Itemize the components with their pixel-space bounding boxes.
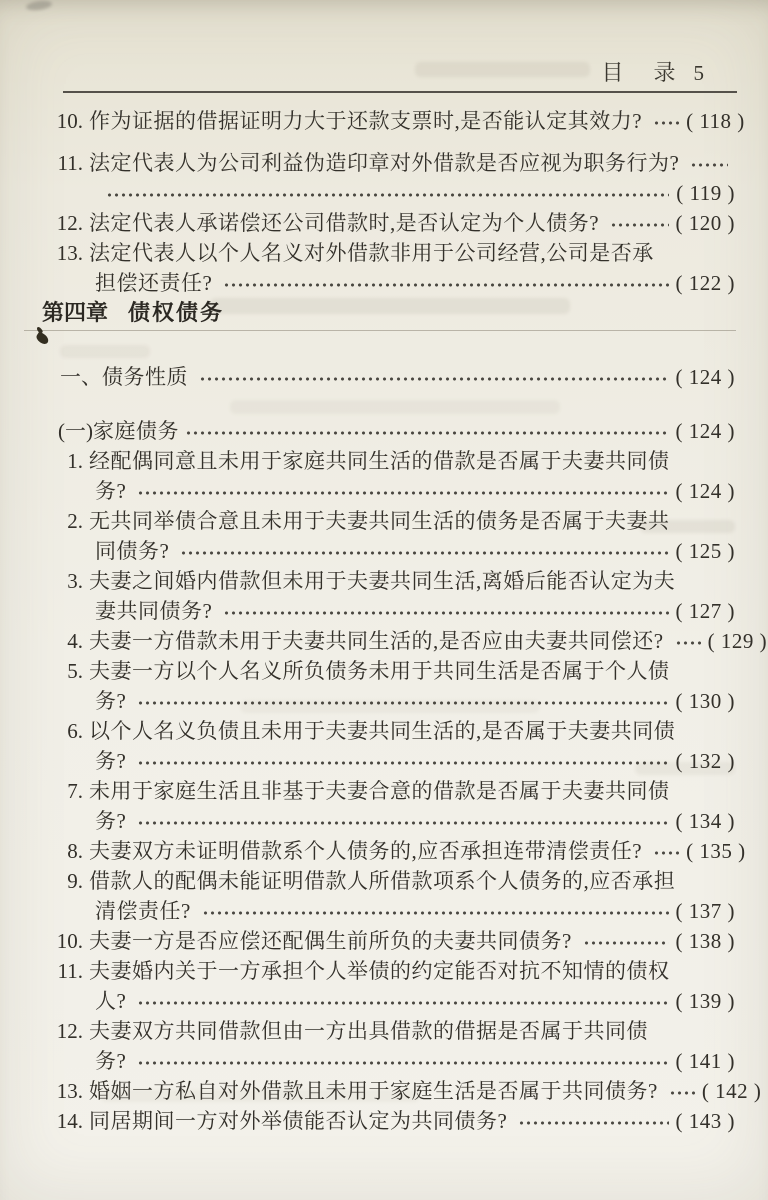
toc-entry-label: 11. xyxy=(57,151,83,175)
toc-entry-continuation-line xyxy=(55,806,735,836)
toc-entry-line xyxy=(55,1076,762,1106)
toc-page-number: ( 132 ) xyxy=(675,749,735,773)
toc-entry-label: 14. xyxy=(56,1109,83,1133)
ink-mark-artifact xyxy=(35,331,51,346)
toc-entry-text: 妻共同债务? xyxy=(95,599,213,623)
toc-entry xyxy=(60,362,735,392)
toc-entry-label: 2. xyxy=(67,509,83,533)
toc-entry-label: 8. xyxy=(67,839,83,863)
dotted-leader xyxy=(669,1076,695,1106)
toc-entry-text: 夫妻一方以个人名义所负债务未用于共同生活是否属于个人债 xyxy=(89,659,670,683)
toc-entry-line xyxy=(55,208,735,238)
header-rule xyxy=(63,91,737,93)
toc-entry-text: 夫妻一方借款未用于夫妻共同生活的,是否应由夫妻共同偿还? xyxy=(89,629,664,653)
header-title-char: 录 xyxy=(653,60,676,85)
toc-entry-text: 担偿还责任? xyxy=(95,271,213,295)
toc-entry-line xyxy=(55,446,735,476)
toc-page-number: ( 141 ) xyxy=(675,1049,735,1073)
toc-page-number: ( 124 ) xyxy=(675,419,735,443)
toc-entry-continuation-line xyxy=(55,268,735,298)
toc-page-number: ( 130 ) xyxy=(675,689,735,713)
dotted-leader xyxy=(653,836,679,866)
toc-entry-label: 3. xyxy=(67,569,83,593)
toc-entry-text: 务? xyxy=(95,479,127,503)
toc-entry-line xyxy=(55,836,746,866)
dotted-leader xyxy=(583,926,669,956)
toc-entry xyxy=(55,446,735,506)
toc-entry-text: 法定代表人以个人名义对外借款非用于公司经营,公司是否承 xyxy=(89,241,654,265)
toc-entry xyxy=(55,956,735,1016)
toc-page-number: ( 135 ) xyxy=(686,839,746,863)
toc-entry xyxy=(55,506,735,566)
toc-list xyxy=(42,106,768,1136)
dotted-leader xyxy=(180,536,668,566)
toc-entry xyxy=(55,1106,735,1136)
toc-page-number: ( 137 ) xyxy=(675,899,735,923)
toc-entry xyxy=(55,106,745,136)
toc-entry-text: 未用于家庭生活且非基于夫妻合意的借款是否属于夫妻共同债 xyxy=(89,779,670,803)
toc-entry-line xyxy=(60,362,735,392)
dotted-leader xyxy=(185,416,669,446)
toc-entry-text: 以个人名义负债且未用于夫妻共同生活的,是否属于夫妻共同债 xyxy=(89,719,676,743)
toc-entry-text: 法定代表人为公司利益伪造印章对外借款是否应视为职务行为? xyxy=(89,151,680,175)
toc-entry-label: 13. xyxy=(56,1079,83,1103)
toc-entry-label: 12. xyxy=(56,211,83,235)
toc-entry-text: 务? xyxy=(95,809,127,833)
toc-entry xyxy=(55,1016,735,1076)
toc-entry-line xyxy=(55,238,735,268)
dotted-leader xyxy=(137,1046,668,1076)
toc-page-number: ( 138 ) xyxy=(675,929,735,953)
toc-entry xyxy=(55,776,735,836)
toc-page-number: ( 129 ) xyxy=(707,629,768,653)
toc-entry-text: 夫妻之间婚内借款但未用于夫妻共同生活,离婚后能否认定为夫 xyxy=(89,569,676,593)
toc-page-number: ( 120 ) xyxy=(675,211,735,235)
dotted-leader xyxy=(675,626,701,656)
dotted-leader xyxy=(137,986,668,1016)
toc-entry-line xyxy=(55,106,745,136)
toc-entry-continuation-line xyxy=(55,596,735,626)
toc-entry-label: (一) xyxy=(58,419,93,443)
toc-entry-continuation-line xyxy=(55,1046,735,1076)
toc-entry-text: 家庭债务 xyxy=(93,419,179,443)
toc-entry-line xyxy=(58,416,735,446)
toc-entry-text: 务? xyxy=(95,749,127,773)
toc-entry-text: 夫妻双方共同借款但由一方出具借款的借据是否属于共同债 xyxy=(89,1019,648,1043)
toc-entry-text: 人? xyxy=(95,989,127,1013)
toc-entry-line xyxy=(55,716,735,746)
header-title-char: 目 xyxy=(601,60,624,85)
toc-entry-label: 12. xyxy=(56,1019,83,1043)
toc-entry-label: 第四章 xyxy=(42,300,109,325)
toc-entry-text: 务? xyxy=(95,1049,127,1073)
toc-entry-label: 5. xyxy=(67,659,83,683)
toc-entry-text: 夫妻婚内关于一方承担个人举债的约定能否对抗不知情的债权 xyxy=(89,959,670,983)
toc-entry-text: 同居期间一方对外举债能否认定为共同债务? xyxy=(89,1109,508,1133)
toc-entry xyxy=(55,238,735,298)
header-page-number: 5 xyxy=(693,61,704,85)
toc-page-number: ( 119 ) xyxy=(676,181,735,205)
toc-entry-text: 婚姻一方私自对外借款且未用于家庭生活是否属于共同债务? xyxy=(89,1079,658,1103)
toc-entry-text: 夫妻双方未证明借款系个人债务的,应否承担连带清偿责任? xyxy=(89,839,643,863)
toc-entry xyxy=(42,298,735,328)
toc-entry-label: 9. xyxy=(67,869,83,893)
toc-entry-continuation-line xyxy=(55,896,735,926)
dotted-leader xyxy=(518,1106,668,1136)
toc-entry-line xyxy=(55,866,735,896)
toc-entry-continuation-line xyxy=(55,686,735,716)
toc-entry-text: 无共同举债合意且未用于夫妻共同生活的债务是否属于夫妻共 xyxy=(89,509,670,533)
toc-entry-text: 务? xyxy=(95,689,127,713)
toc-entry-text: 同债务? xyxy=(95,539,170,563)
dotted-leader xyxy=(610,208,668,238)
toc-entry-line xyxy=(55,776,735,806)
toc-entry xyxy=(55,656,735,716)
toc-entry-continuation-line xyxy=(55,476,735,506)
toc-entry-label: 1. xyxy=(67,449,83,473)
toc-page-number: ( 134 ) xyxy=(675,809,735,833)
toc-entry-continuation-line xyxy=(55,746,735,776)
toc-entry-text: 法定代表人承诺偿还公司借款时,是否认定为个人债务? xyxy=(89,211,600,235)
toc-page-number: ( 122 ) xyxy=(675,271,735,295)
toc-entry-text: 作为证据的借据证明力大于还款支票时,是否能认定其效力? xyxy=(89,109,643,133)
toc-entry-label: 10. xyxy=(56,929,83,953)
dotted-leader xyxy=(653,106,679,136)
toc-entry-line xyxy=(55,1016,735,1046)
toc-entry xyxy=(55,1076,762,1106)
toc-entry xyxy=(55,626,768,656)
toc-page-number: ( 127 ) xyxy=(675,599,735,623)
bleed-through-artifact xyxy=(415,62,590,77)
dotted-leader xyxy=(137,746,668,776)
toc-entry-line xyxy=(55,148,735,178)
dotted-leader xyxy=(690,148,728,178)
toc-page-number: ( 124 ) xyxy=(675,479,735,503)
toc-entry-line xyxy=(55,926,735,956)
toc-page-number: ( 139 ) xyxy=(675,989,735,1013)
dotted-leader xyxy=(137,476,668,506)
toc-entry xyxy=(55,716,735,776)
toc-entry xyxy=(55,148,735,208)
pencil-mark-artifact xyxy=(26,0,53,12)
toc-entry-line xyxy=(55,656,735,686)
toc-entry-line xyxy=(55,506,735,536)
toc-entry-label: 7. xyxy=(67,779,83,803)
toc-entry xyxy=(55,866,735,926)
toc-entry xyxy=(58,416,735,446)
toc-entry-label: 11. xyxy=(57,959,83,983)
toc-entry-line xyxy=(55,1106,735,1136)
dotted-leader xyxy=(137,806,668,836)
toc-entry-label: 一、 xyxy=(60,365,102,389)
dotted-leader xyxy=(223,268,668,298)
toc-entry xyxy=(55,566,735,626)
toc-entry xyxy=(55,836,746,866)
toc-page-number: ( 143 ) xyxy=(675,1109,735,1133)
toc-entry-text: 借款人的配偶未能证明借款人所借款项系个人债务的,应否承担 xyxy=(89,869,676,893)
toc-entry-label: 13. xyxy=(56,241,83,265)
toc-entry-continuation-line xyxy=(55,986,735,1016)
toc-entry-line xyxy=(55,956,735,986)
toc-entry-line xyxy=(55,626,768,656)
dotted-leader xyxy=(106,178,669,208)
dotted-leader xyxy=(223,596,668,626)
toc-entry-label: 4. xyxy=(67,629,83,653)
toc-entry-text: 债务性质 xyxy=(102,365,188,389)
toc-page-number: ( 125 ) xyxy=(675,539,735,563)
toc-entry-line xyxy=(55,566,735,596)
toc-entry xyxy=(55,926,735,956)
toc-entry-continuation-line xyxy=(55,178,735,208)
toc-page-number: ( 118 ) xyxy=(686,109,745,133)
dotted-leader xyxy=(202,896,669,926)
dotted-leader xyxy=(199,362,669,392)
page-header xyxy=(601,56,704,87)
toc-page-number: ( 142 ) xyxy=(701,1079,762,1103)
toc-page-number: ( 124 ) xyxy=(675,365,735,389)
toc-entry-text: 夫妻一方是否应偿还配偶生前所负的夫妻共同债务? xyxy=(89,929,572,953)
toc-entry-label: 10. xyxy=(56,109,83,133)
dotted-leader xyxy=(137,686,668,716)
toc-entry-line xyxy=(42,298,735,328)
toc-entry-text: 经配偶同意且未用于家庭共同生活的借款是否属于夫妻共同债 xyxy=(89,449,670,473)
toc-entry-label: 6. xyxy=(67,719,83,743)
toc-entry-text: 清偿责任? xyxy=(95,899,191,923)
toc-entry-text: 债权债务 xyxy=(128,300,225,325)
toc-entry xyxy=(55,208,735,238)
toc-entry-continuation-line xyxy=(55,536,735,566)
